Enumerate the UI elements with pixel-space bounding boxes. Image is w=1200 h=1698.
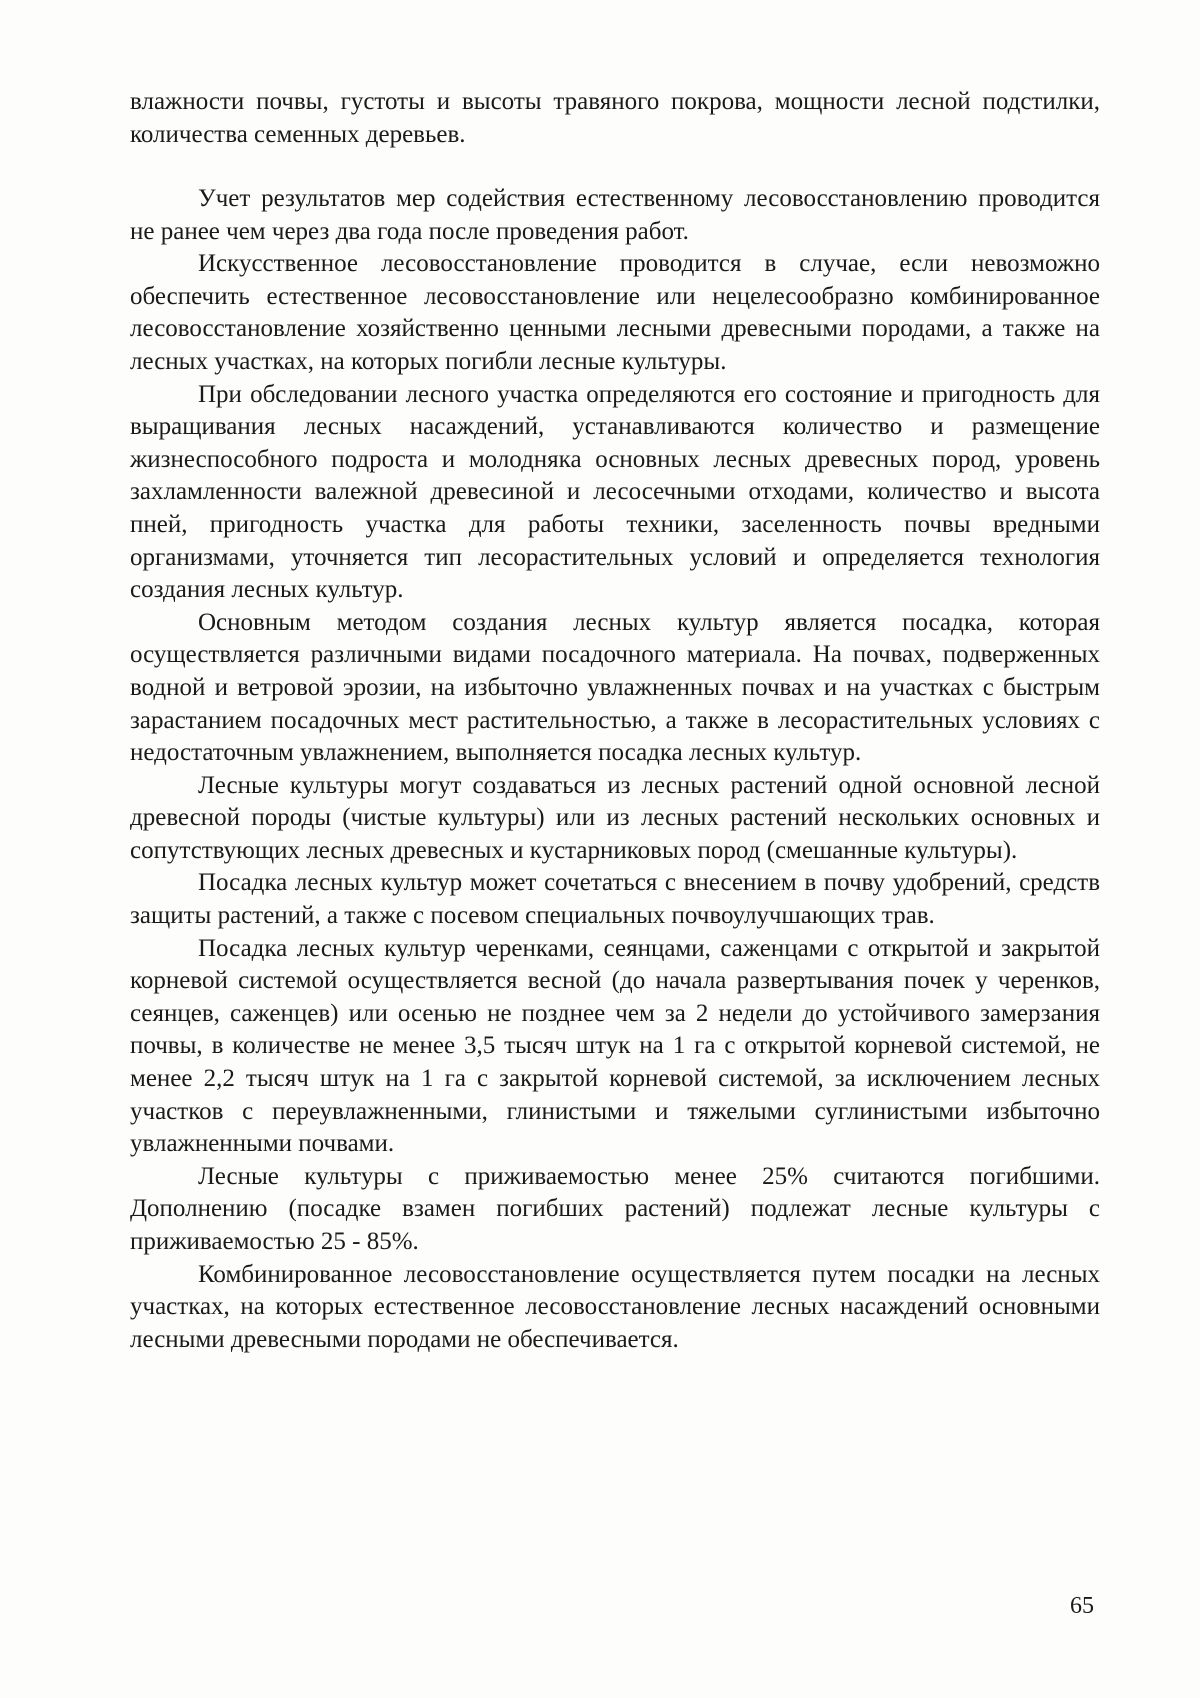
- paragraph: Учет результатов мер содействия естественному лесовосстановлению проводится не ранее чем через два года после проведения работ.: [130, 185, 1100, 245]
- paragraph: Посадка лесных культур черенками, сеянцами, саженцами с открытой и закрытой корневой системой осуществляется весной (до начала развертывания почек у черенков, сеянцев, саженцев) или осенью не позднее чем за 2 недели до устойчивого замерзания почвы, в количестве не менее 3,5 тысяч штук на 1 га с открытой корневой системой, не менее 2,2 тысяч штук на 1 га с закрытой корневой системой, за исключением лесных участков с переувлажненными, глинистыми и тяжелыми суглинистыми избыточно увлажненными почвами.: [130, 934, 1100, 1158]
- continuation-text: [130, 86, 1100, 151]
- body-text: [130, 183, 1100, 1356]
- page-number: 65: [1070, 1593, 1094, 1619]
- paragraph: Комбинированное лесовосстановление осуществляется путем посадки на лесных участках, на которых естественное лесовосстановление лесных насаждений основными лесными древесными породами не обеспечивается.: [130, 1260, 1100, 1353]
- paragraph: Лесные культуры могут создаваться из лесных растений одной основной лесной древесной породы (чистые культуры) или из лесных растений нескольких основных и сопутствующих лесных древесных и кустарниковых пород (смешанные культуры).: [130, 771, 1100, 864]
- paragraph-continued: влажности почвы, густоты и высоты травяного покрова, мощности лесной подстилки, количества семенных деревьев.: [130, 88, 1100, 148]
- paragraph: Лесные культуры с приживаемостью менее 25% считаются погибшими. Дополнению (посадке взамен погибших растений) подлежат лесные культуры с приживаемостью 25 - 85%.: [130, 1162, 1100, 1255]
- paragraph: Искусственное лесовосстановление проводится в случае, если невозможно обеспечить естественное лесовосстановление или нецелесообразно комбинированное лесовосстановление хозяйственно ценными лесными древесными породами, а также на лесных участках, на которых погибли лесные культуры.: [130, 250, 1100, 375]
- paragraph: Посадка лесных культур может сочетаться с внесением в почву удобрений, средств защиты растений, а также с посевом специальных почвоулучшающих трав.: [130, 869, 1100, 930]
- paragraph: При обследовании лесного участка определяются его состояние и пригодность для выращивания лесных насаждений, устанавливаются количество и размещение жизнеспособного подроста и молодняка основных лесных древесных пород, уровень захламленности валежной древесиной и лесосечными отходами, количество и высота пней, пригодность участка для работы техники, заселенность почвы вредными организмами, уточняется тип лесорастительных условий и определяется технология создания лесных культур.: [130, 380, 1100, 604]
- paragraph: Основным методом создания лесных культур является посадка, которая осуществляется различными видами посадочного материала. На почвах, подверженных водной и ветровой эрозии, на избыточно увлажненных почвах и на участках с быстрым зарастанием посадочных мест растительностью, а также в лесорастительных условиях с недостаточным увлажнением, выполняется посадка лесных культур.: [130, 608, 1100, 767]
